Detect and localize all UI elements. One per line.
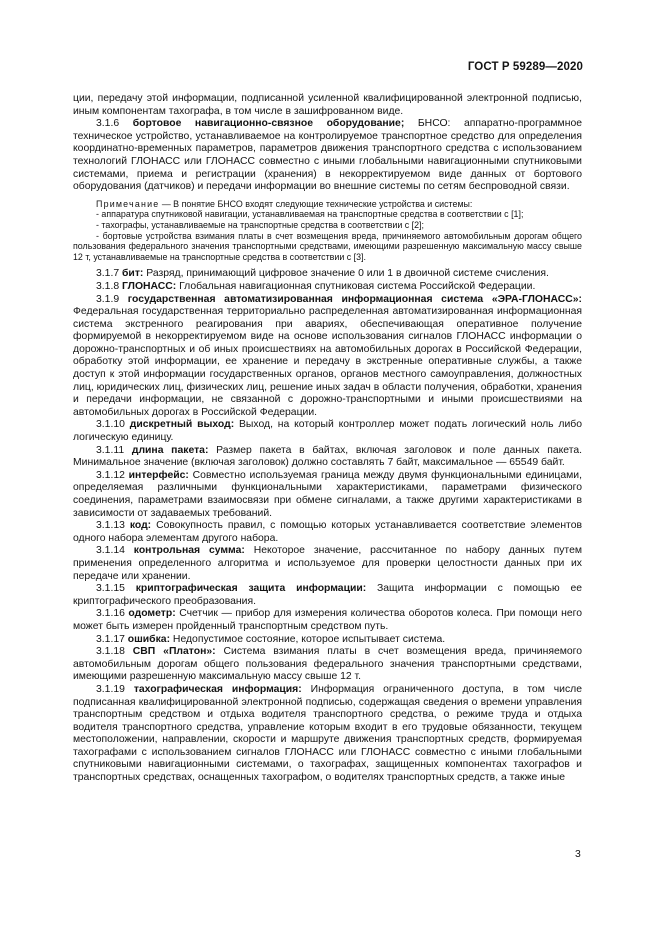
definition-body: Система взимания платы в счет возмещения вреда, причиняемого автомобильным дорогам общего пользования федерального значения транспортными средствами, имеющими разрешенную максимальную массу свыше 12 т. (73, 646, 582, 683)
definition-term: интерфейс: (128, 469, 189, 481)
note-block (73, 199, 582, 263)
definition-term: ГЛОНАСС: (122, 280, 177, 292)
definition-term: криптографическая защита информации: (135, 583, 367, 595)
note-label: Примечание (96, 198, 160, 209)
definition-term: код: (129, 520, 152, 532)
definition-term: государственная автоматизированная информационная система «ЭРА-ГЛОНАСС»: (127, 293, 582, 305)
definition-body: Совокупность правил, с помощью которых устанавливается соответствие элементов одного набора элементам другого набора. (73, 520, 582, 544)
definition-3-1-18 (73, 646, 582, 684)
definition-3-1-10 (73, 419, 582, 444)
definition-body: Недопустимое состояние, которое испытывает система. (170, 633, 446, 645)
definition-term: длина пакета: (131, 444, 209, 456)
definition-number: 3.1.8 (96, 280, 120, 292)
definition-3-1-19 (73, 684, 582, 785)
definition-body: Размер пакета в байтах, включая заголовок и поле данных пакета. Минимальное значение (включая заголовок) должно составлять 7 байт, максимальное — 65549 байт. (73, 444, 583, 469)
definition-body: Счетчик — прибор для измерения количества оборотов колеса. При помощи него может быть измерен пройденный транспортным средством путь. (73, 608, 582, 632)
definition-number: 3.1.13 (96, 520, 125, 532)
note-item: - бортовые устройства взимания платы в счет возмещения вреда, причиняемого автомобильным дорогам общего пользования федерального значения транспортными средствами, имеющими разрешенную максимальную массу свыше 12 т, устанавливаемые на транспортные средства в соответствии с [3]. (73, 230, 582, 262)
definition-term: бит: (122, 268, 144, 280)
definition-body: Некоторое значение, рассчитанное по набору данных путем применения определенного алгоритма и используемое для проверки целостности данных при их передаче или хранении. (73, 545, 582, 582)
continued-paragraph: ции, передачу этой информации, подписанной усиленной квалифицированной электронной подписью, иным компонентам тахографа, в том числе в зашифрованном виде. (73, 93, 582, 117)
note-item: - аппаратура спутниковой навигации, устанавливаемая на транспортные средства в соответствии с [1]; (96, 209, 524, 220)
note-intro-text: — В понятие БНСО входят следующие технические устройства и системы: (159, 198, 473, 209)
definition-body: Федеральная государственная территориально распределенная автоматизированная информационная система экстренного реагирования при авариях, обеспечивающая оперативное получение формируемой в некорректируемом виде на основе использования сигналов ГЛОНАСС информации о дорожно-транспортных и об иных происшествиях на автомобильных дорогах в Российской Федерации, обработку этой информации, ее хранение и передачу в экстренные оперативные службы, а также доступ к этой информации государственных органов, органов местного самоуправления, должностных лиц, юридических лиц, физических лиц, решение иных задач в области получения, обработки, хранения и передачи информации, не связанной с дорожно-транспортными и иными происшествиями на автомобильных дорогах в Российской Федерации. (73, 306, 582, 418)
definition-3-1-9 (73, 294, 582, 420)
definition-term: контрольная сумма: (133, 545, 245, 557)
note-intro (73, 199, 582, 210)
definition-3-1-8 (73, 281, 582, 294)
definition-3-1-15 (73, 583, 582, 608)
definition-body: Совместно используемая граница между двумя функциональными единицами, определяемая различными функциональными характеристиками, параметрами физического соединения, параметрами взаимосвязи при обмене сигналами, а также другими характеристиками в зависимости от задаваемых требований. (73, 469, 582, 519)
definition-term: бортовое навигационно-связное оборудование; (132, 118, 405, 130)
definition-body: Глобальная навигационная спутниковая система Российской Федерации. (176, 280, 536, 292)
definition-3-1-13 (73, 520, 582, 545)
definition-number: 3.1.14 (96, 545, 125, 557)
definition-number: 3.1.15 (96, 583, 125, 595)
definition-term: СВП «Платон»: (132, 646, 216, 658)
definition-number: 3.1.9 (96, 293, 120, 305)
definition-3-1-17 (73, 634, 582, 647)
definition-number: 3.1.12 (96, 469, 125, 481)
definition-body: Защита информации с помощью ее криптографического преобразования. (73, 583, 583, 607)
definition-term: дискретный выход: (129, 419, 235, 431)
definition-3-1-11 (73, 445, 582, 470)
definition-term: ошибка: (127, 633, 171, 645)
definition-3-1-16 (73, 608, 582, 633)
definition-number: 3.1.18 (96, 646, 125, 658)
definition-term: одометр: (128, 608, 176, 620)
definition-3-1-14 (73, 545, 582, 583)
page-number: 3 (575, 849, 581, 860)
definition-3-1-12 (73, 470, 582, 520)
definition-3-1-6 (73, 118, 582, 194)
definition-body: Информация ограниченного доступа, в том числе подписанная квалифицированной электронной подписью, содержащая сведения о времени управления транспортным средством и отдыха водителя транспортного средства, о режиме труда и отдыха водителя транспортного средства, управление которым входит в его трудовые обязанности, текущем местоположении, направлении, скорости и маршруте движения транспортных средств, формируемая тахографами с использованием сигналов ГЛОНАСС или ГЛОНАСС совместно с иными глобальными спутниковыми навигационными системами, о тахографах, защищенных компонентах тахографов и транспортных средствах, оснащенных тахографом, о водителях транспортных средств, а также иные (73, 683, 583, 784)
definition-number: 3.1.10 (96, 419, 125, 431)
standard-code-header: ГОСТ Р 59289—2020 (467, 61, 583, 73)
definition-number: 3.1.7 (96, 268, 120, 280)
page-content (73, 93, 582, 785)
note-item: - тахографы, устанавливаемые на транспортные средства в соответствии с [2]; (96, 219, 424, 230)
definition-body: Разряд, принимающий цифровое значение 0 или 1 в двоичной системе счисления. (143, 268, 549, 280)
definition-body: Выход, на который контроллер может подать логический ноль либо логическую единицу. (73, 419, 583, 444)
definition-term: тахографическая информация: (133, 683, 302, 695)
definition-number: 3.1.6 (96, 118, 120, 130)
definition-number: 3.1.11 (96, 444, 125, 456)
definition-body: БНСО: аппаратно-программное техническое устройство, устанавливаемое на контролируемое транспортное средство для определения координатно-временных параметров, параметров движения транспортного средства с использованием технологий ГЛОНАСС или ГЛОНАСС совместно с иными глобальными навигационными спутниковыми системами, приема и регистрации (хранения) в некорректируемом виде данных от бортового оборудования (датчиков) и передачи информации во внешние системы по сетям беспроводной связи. (73, 118, 582, 193)
definition-number: 3.1.19 (96, 683, 125, 695)
definition-number: 3.1.17 (96, 633, 125, 645)
definition-3-1-7 (73, 268, 582, 281)
definition-number: 3.1.16 (96, 608, 125, 620)
